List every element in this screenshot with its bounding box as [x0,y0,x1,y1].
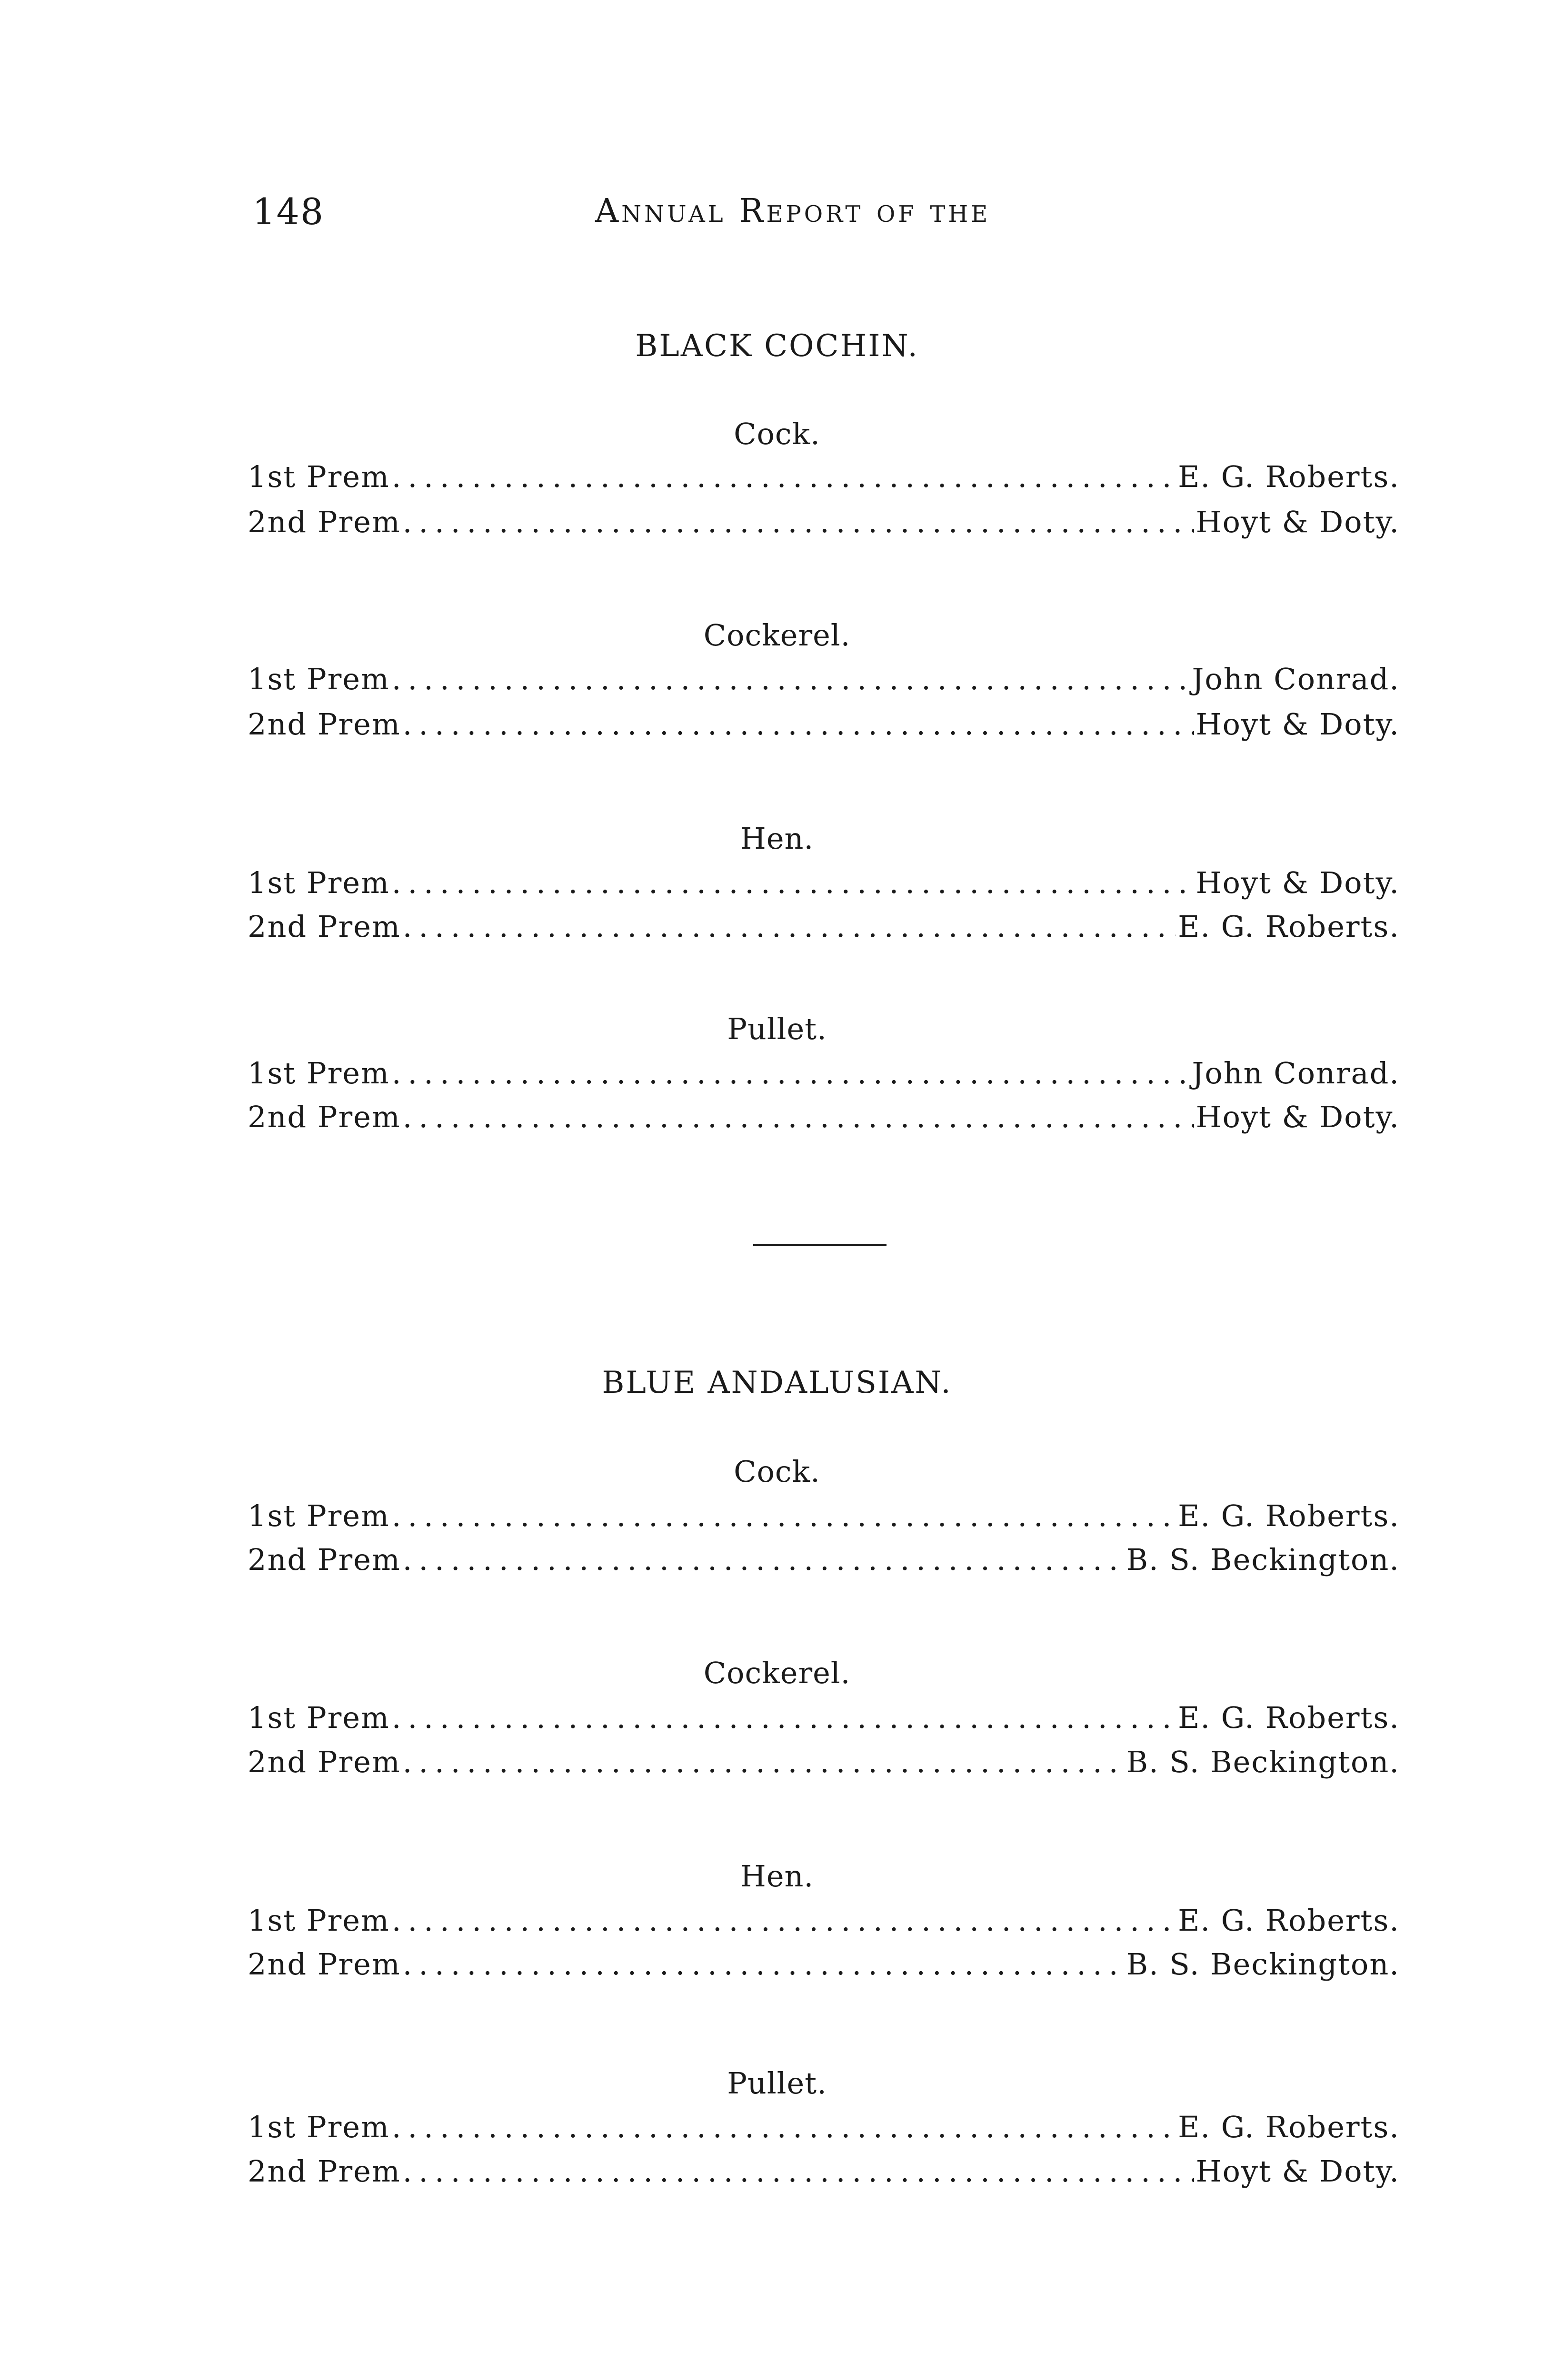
premium-winner: E. G. Roberts. [1178,459,1400,494]
dot-leader [392,1903,1176,1938]
dot-leader [392,1700,1176,1735]
premium-entry [248,1947,1400,1985]
premium-place: 2nd Prem [248,1745,401,1779]
dot-leader [392,459,1176,494]
running-head: Annual Report of the [595,192,991,230]
dot-leader [403,1947,1125,1982]
page-header [252,190,1395,248]
dot-leader [403,2154,1194,2189]
class-title-hen: Hen. [740,1859,814,1894]
premium-entry [248,2110,1400,2148]
dot-leader [403,707,1194,742]
premium-place: 2nd Prem [248,707,401,742]
premium-place: 1st Prem [248,865,390,900]
dot-leader [403,505,1194,539]
premium-place: 2nd Prem [248,909,401,944]
premium-place: 1st Prem [248,1700,390,1735]
premium-place: 2nd Prem [248,1542,401,1577]
premium-winner: John Conrad. [1192,1056,1400,1091]
premium-entry [248,1745,1400,1783]
premium-place: 2nd Prem [248,1947,401,1982]
premium-winner: B. S. Beckington. [1126,1947,1400,1982]
premium-winner: Hoyt & Doty. [1195,707,1400,742]
premium-entry [248,865,1400,903]
premium-place: 1st Prem [248,662,390,696]
dot-leader [403,909,1176,944]
premium-winner: E. G. Roberts. [1178,909,1400,944]
premium-winner: Hoyt & Doty. [1195,2154,1400,2189]
premium-entry [248,459,1400,497]
dot-leader [392,662,1190,696]
dot-leader [392,865,1194,900]
premium-winner: John Conrad. [1192,662,1400,696]
premium-entry [248,1903,1400,1941]
section-divider [753,1244,887,1246]
premium-entry [248,707,1400,745]
page-number: 148 [252,190,325,233]
section-title-black-cochin: BLACK COCHIN. [635,328,919,364]
premium-entry [248,1100,1400,1138]
class-title-cockerel: Cockerel. [703,1656,851,1690]
dot-leader [403,1542,1125,1577]
premium-entry [248,1700,1400,1738]
class-title-cockerel: Cockerel. [703,618,851,653]
class-title-hen: Hen. [740,821,814,856]
class-title-pullet: Pullet. [727,2066,827,2101]
dot-leader [392,1498,1176,1533]
premium-winner: Hoyt & Doty. [1195,505,1400,539]
premium-winner: Hoyt & Doty. [1195,865,1400,900]
premium-place: 1st Prem [248,1903,390,1938]
premium-winner: E. G. Roberts. [1178,2110,1400,2144]
class-title-cock: Cock. [734,1454,820,1489]
premium-place: 2nd Prem [248,1100,401,1134]
premium-winner: B. S. Beckington. [1126,1745,1400,1779]
premium-winner: E. G. Roberts. [1178,1903,1400,1938]
premium-place: 1st Prem [248,459,390,494]
dot-leader [403,1745,1125,1779]
dot-leader [392,2110,1176,2144]
dot-leader [403,1100,1194,1134]
premium-entry [248,1542,1400,1580]
premium-winner: B. S. Beckington. [1126,1542,1400,1577]
premium-place: 2nd Prem [248,2154,401,2189]
section-title-blue-andalusian: BLUE ANDALUSIAN. [602,1365,952,1400]
premium-place: 1st Prem [248,1056,390,1091]
premium-entry [248,2154,1400,2192]
premium-entry [248,662,1400,700]
premium-winner: Hoyt & Doty. [1195,1100,1400,1134]
premium-place: 2nd Prem [248,505,401,539]
class-title-cock: Cock. [734,416,820,451]
premium-winner: E. G. Roberts. [1178,1700,1400,1735]
premium-entry [248,1056,1400,1094]
premium-entry [248,505,1400,543]
premium-entry [248,1498,1400,1537]
class-title-pullet: Pullet. [727,1012,827,1046]
premium-place: 1st Prem [248,1498,390,1533]
premium-place: 1st Prem [248,2110,390,2144]
premium-winner: E. G. Roberts. [1178,1498,1400,1533]
premium-entry [248,909,1400,947]
dot-leader [392,1056,1190,1091]
